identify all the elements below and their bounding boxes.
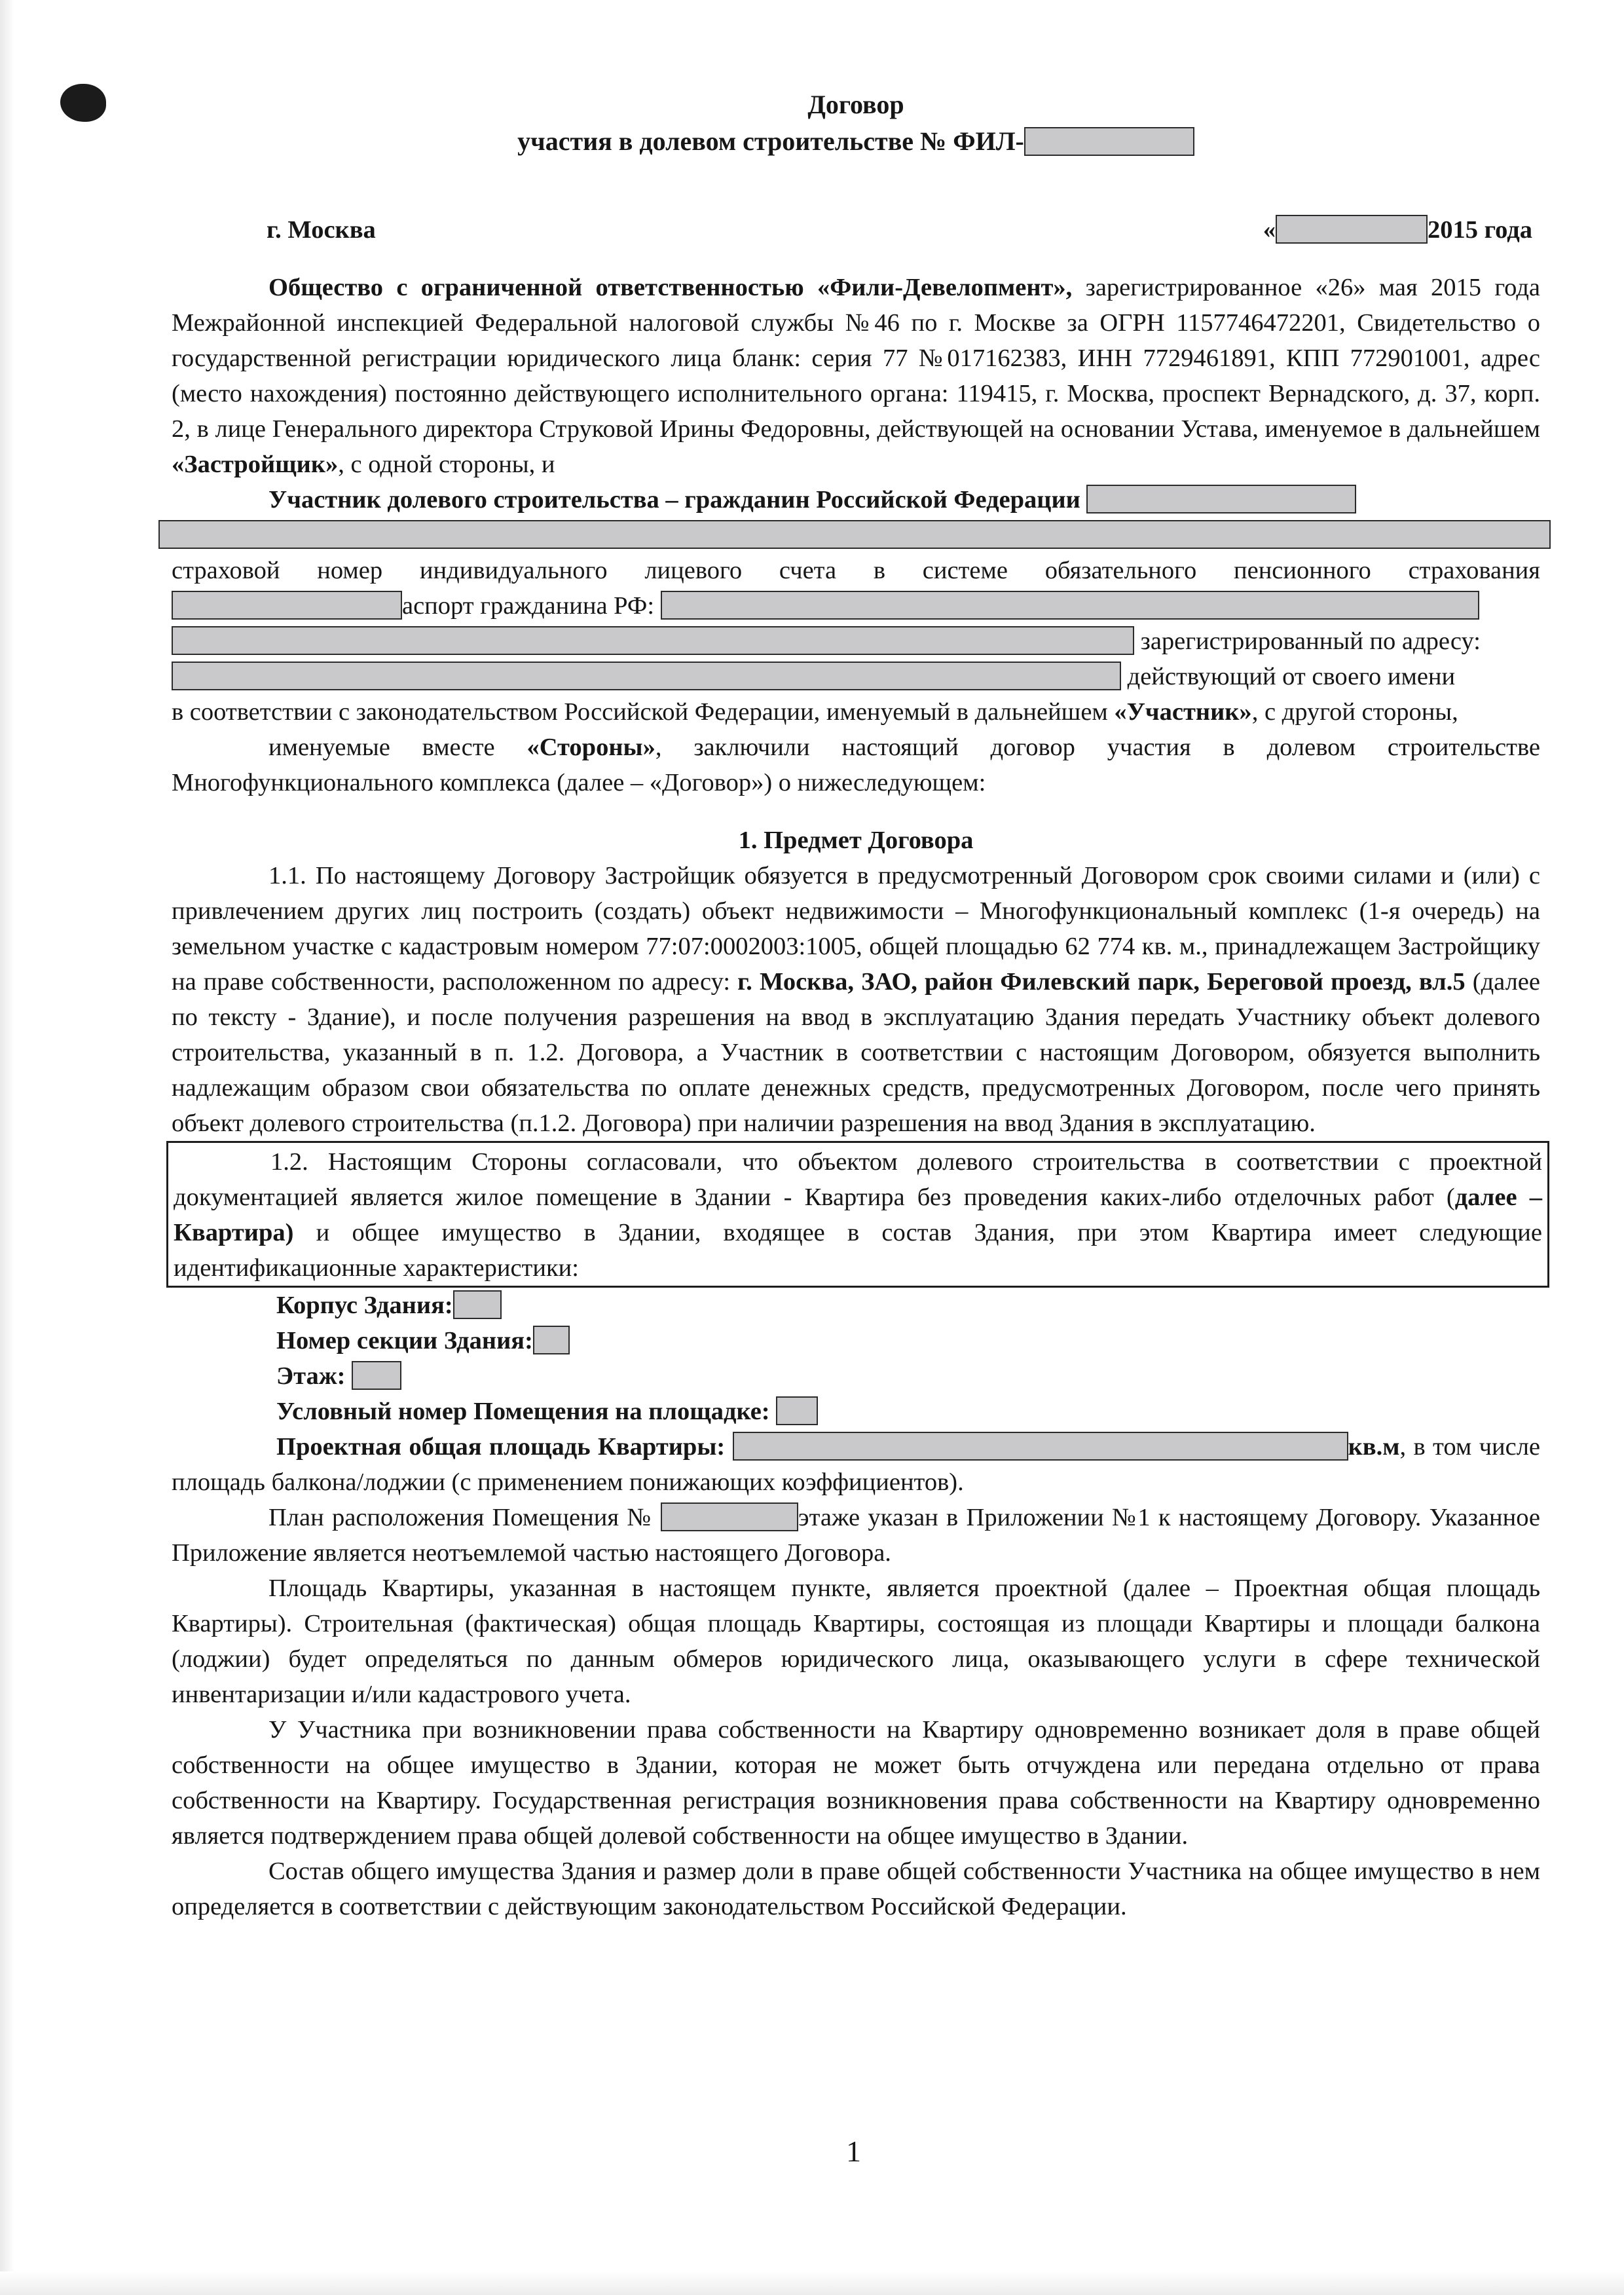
paper-edge	[0, 0, 14, 2295]
redacted-date	[1276, 215, 1428, 244]
property-address: г. Москва, ЗАО, район Филевский парк, Береговой проезд, вл.5	[737, 968, 1466, 996]
document-title: Договор	[807, 90, 904, 119]
participant-address: действующий от своего имени	[172, 659, 1540, 694]
redacted-building	[453, 1290, 502, 1319]
field-section: Номер секции Здания:	[172, 1323, 1540, 1358]
participant-term: «Участник»	[1114, 698, 1252, 726]
clause-1-1: 1.1. По настоящему Договору Застройщик обязуется в предусмотренный Договором срок своими силами и (или) с привлечением других лиц построить (создать) объект недвижимости – Многофункциональный комплекс (1-я очередь) на земельном участке с кадастровым номером 77:07:0002003:1005, общей площадью 62 774 кв. м., принадлежащем Застройщику на праве собственности, расположенном по адресу: г. Москва, ЗАО, район Филевский парк, Береговой проезд, вл.5 (далее по тексту - Здание), и после получения разрешения на ввод в эксплуатацию Здания передать Участнику объект долевого строительства, указанный в п. 1.2. Договора, а Участник в соответствии с настоящим Договором, обязуется выполнить надлежащим образом свои обязательства по оплате денежных средств, предусмотренных Договором, после чего принять объект долевого строительства (п.1.2. Договора) при наличии разрешения на ввод Здания в эксплуатацию.	[172, 862, 1540, 1137]
parties-term: «Стороны»	[526, 734, 655, 761]
redacted-floor	[352, 1361, 401, 1390]
redacted-plan-number	[661, 1502, 798, 1531]
plan-paragraph: План расположения Помещения № этаже указан в Приложении №1 к настоящему Договору. Указанное Приложение является неотъемлемой частью настоящего Договора.	[172, 1504, 1541, 1567]
page-number: 1	[846, 2135, 861, 2168]
developer-paragraph: Общество с ограниченной ответственностью «Фили-Девелопмент», зарегистрированное «26» мая 2015 года Межрайонной инспекцией Федеральной налоговой службы №46 по г. Москве за ОГРН 1157746472201, Свидетельство о государственной регистрации юридического лица бланк: серия 77 №017162383, ИНН 7729461891, КПП 772901001, адрес (место нахождения) постоянно действующего исполнительного органа: 119415, г. Москва, проспект Вернадского, д. 37, корп. 2, в лице Генерального директора Струковой Ирины Федоровны, действующей на основании Устава, именуемое в дальнейшем «Застройщик», с одной стороны, и	[172, 274, 1541, 478]
participant-snils: страховой номер индивидуального лицевого счета в системе обязательного пенсионного страхования	[172, 557, 1540, 584]
participant-paragraph: в соответствии с законодательством Российской Федерации, именуемый в дальнейшем «Участник», с другой стороны,	[172, 698, 1458, 726]
redacted-area	[733, 1432, 1348, 1461]
field-area: Проектная общая площадь Квартиры: кв.м, в том числе площадь балкона/лоджии (с применением понижающих коэффициентов).	[172, 1433, 1540, 1496]
company-name: Общество с ограниченной ответственностью «Фили-Девелопмент»,	[268, 274, 1073, 301]
document-page	[172, 86, 1540, 1924]
participant-heading: Участник долевого строительства – гражданин Российской Федерации	[172, 482, 1540, 517]
section-heading-1: 1. Предмет Договора	[738, 827, 974, 854]
redacted-address	[172, 662, 1121, 690]
redacted-snils	[172, 591, 402, 620]
redacted-section	[533, 1326, 570, 1354]
clause-1-2: 1.2. Настоящим Стороны согласовали, что объектом долевого строительства в соответствии с проектной документацией является жилое помещение в Здании - Квартира без проведения каких-либо отделочных работ (далее – Квартира) и общее имущество в Здании, входящее в состав Здания, при этом Квартира имеет следующие идентификационные характеристики:	[174, 1148, 1542, 1282]
redacted-contract-number	[1024, 127, 1194, 156]
apartment-term: далее – Квартира)	[174, 1184, 1542, 1246]
redacted-passport-issued	[172, 626, 1134, 655]
redacted-passport	[661, 591, 1479, 620]
clause-1-2-box	[166, 1141, 1549, 1288]
redacted-participant-name	[1086, 485, 1356, 513]
city: г. Москва	[267, 216, 376, 244]
participant-passport: аспорт гражданина РФ:	[172, 588, 1540, 624]
document-subtitle: участия в долевом строительстве № ФИЛ-	[172, 123, 1540, 160]
redacted-apartment-number	[776, 1396, 818, 1425]
area-unit: кв.м	[1348, 1433, 1400, 1461]
field-number: Условный номер Помещения на площадке:	[172, 1394, 1540, 1429]
developer-term: «Застройщик»	[172, 451, 339, 478]
field-floor: Этаж:	[172, 1358, 1540, 1394]
punch-hole	[60, 84, 106, 122]
parties-paragraph: именуемые вместе «Стороны», заключили настоящий договор участия в долевом строительстве Многофункционального комплекса (далее – «Договор») о нижеследующем:	[172, 734, 1540, 796]
scan-bottom-edge	[0, 2271, 1624, 2295]
participant-registration: зарегистрированный по адресу:	[172, 624, 1540, 659]
ownership-paragraph: У Участника при возникновении права собственности на Квартиру одновременно возникает доля в праве общей собственности на общее имущество в Здании, которая не может быть отчуждена или передана отдельно от права собственности на Квартиру. Государственная регистрация возникновения права собственности на Квартиру одновременно является подтверждением права общей долевой собственности на общее имущество в Здании.	[172, 1716, 1540, 1850]
place-date-row	[172, 212, 1540, 248]
field-building: Корпус Здания:	[172, 1288, 1540, 1323]
redacted-participant-details	[158, 520, 1551, 549]
contract-date: « 2015 года	[1263, 216, 1532, 244]
area-paragraph: Площадь Квартиры, указанная в настоящем пункте, является проектной (далее – Проектная общая площадь Квартиры). Строительная (фактическая) общая площадь Квартиры, состоящая из площади Квартиры и площади балкона (лоджии) будет определяться по данным обмеров юридического лица, оказывающего услуги в сфере технической инвентаризации и/или кадастрового учета.	[172, 1575, 1540, 1708]
composition-paragraph: Состав общего имущества Здания и размер доли в праве общей собственности Участника на общее имущество в нем определяется в соответствии с действующим законодательством Российской Федерации.	[172, 1857, 1540, 1920]
